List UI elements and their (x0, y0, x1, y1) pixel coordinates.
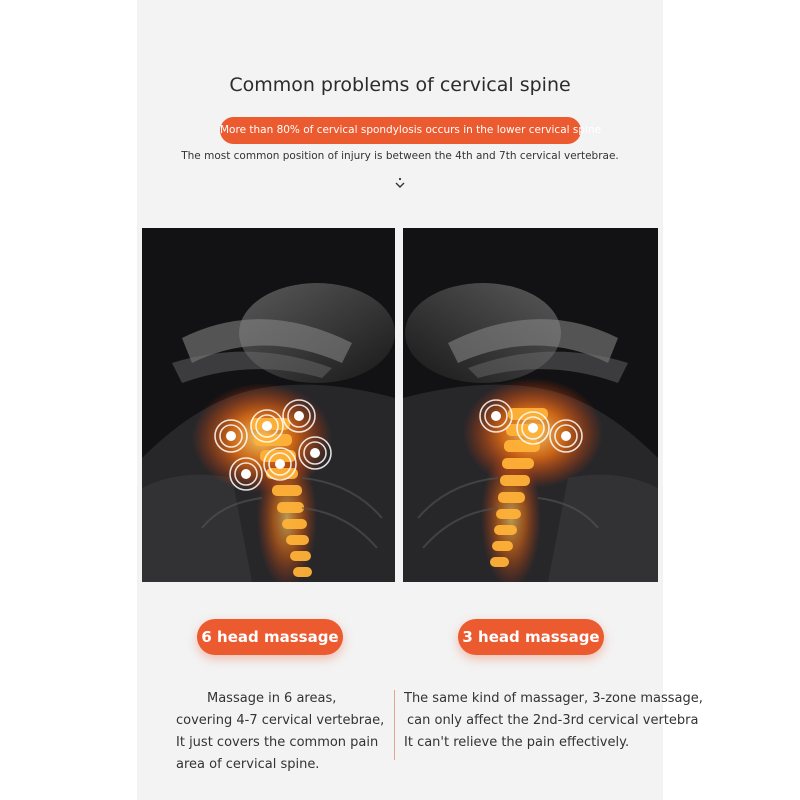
chevron-down-icon (393, 176, 407, 190)
three-point-massage-image (403, 228, 658, 582)
three-head-description (404, 688, 703, 754)
subtitle: The most common position of injury is between the 4th and 7th cervical vertebrae. (181, 150, 619, 162)
highlight-badge: More than 80% of cervical spondylosis occurs in the lower cervical spine (220, 117, 581, 144)
description-line: covering 4-7 cervical vertebrae, (176, 713, 385, 728)
description-line: The same kind of massager, 3-zone massage, (404, 691, 703, 706)
description-line: can only affect the 2nd-3rd cervical vertebra (407, 713, 699, 728)
six-point-massage-image (142, 228, 395, 582)
description-line: It just covers the common pain (176, 735, 379, 750)
divider (394, 690, 395, 760)
description-line: It can't relieve the pain effectively. (404, 735, 630, 750)
page-title: Common problems of cervical spine (229, 74, 571, 96)
three-head-badge: 3 head massage (458, 619, 604, 655)
six-head-badge: 6 head massage (197, 619, 343, 655)
six-head-description (170, 688, 385, 776)
description-line: Massage in 6 areas, (207, 691, 337, 706)
description-line: area of cervical spine. (176, 757, 320, 772)
